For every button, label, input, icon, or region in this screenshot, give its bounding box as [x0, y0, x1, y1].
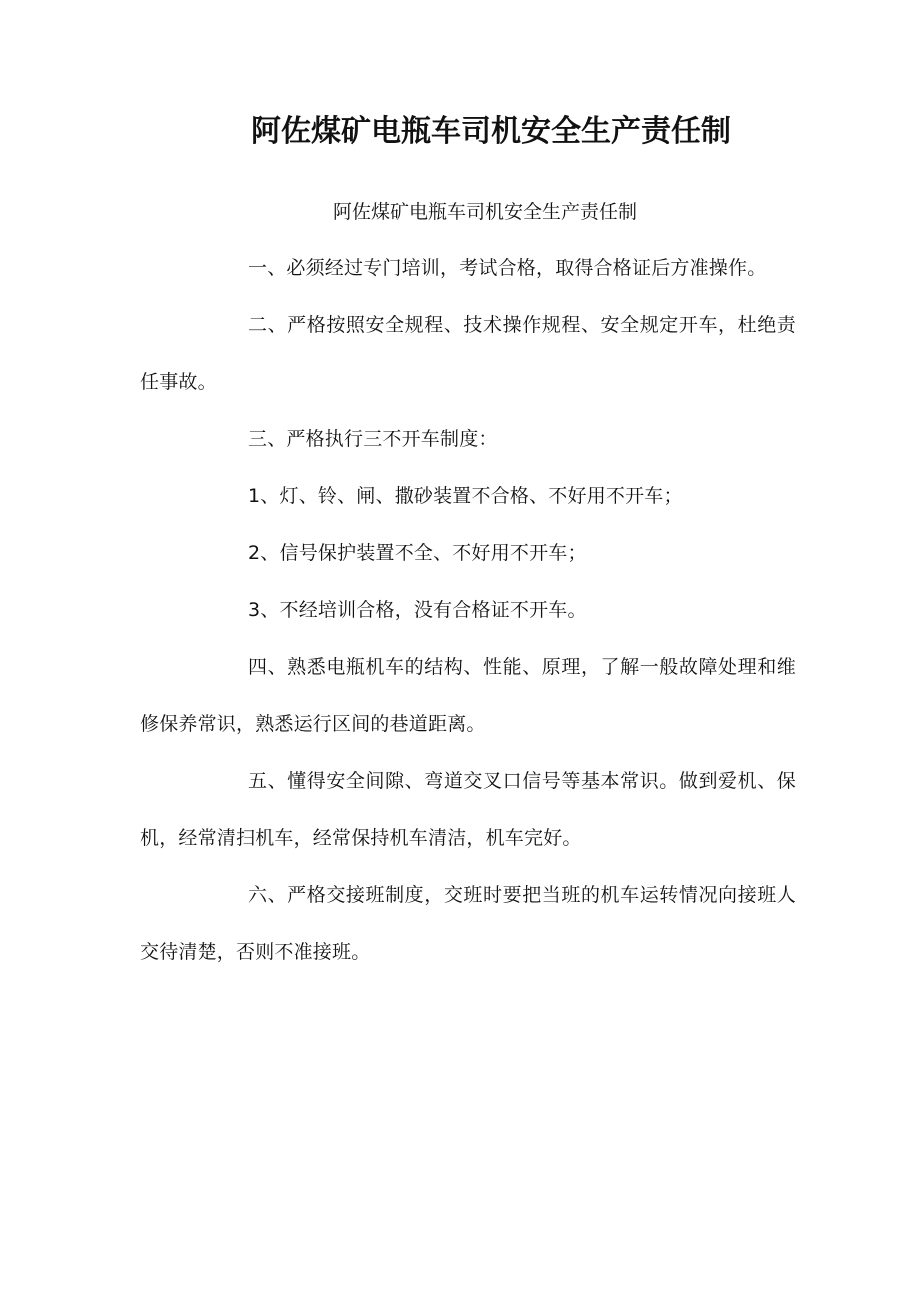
paragraph-2: 二、严格按照安全规程、技术操作规程、安全规定开车，杜绝责任事故。 — [140, 314, 796, 393]
document-body — [140, 240, 796, 981]
paragraph-6: 3、不经培训合格，没有合格证不开车。 — [248, 599, 587, 621]
paragraph-8: 五、懂得安全间隙、弯道交叉口信号等基本常识。做到爱机、保机，经常清扫机车，经常保持机车清洁，机车完好。 — [140, 770, 796, 849]
paragraph-9: 六、严格交接班制度，交班时要把当班的机车运转情况向接班人交待清楚，否则不准接班。 — [140, 884, 796, 963]
document-title: 阿佐煤矿电瓶车司机安全生产责任制 — [251, 114, 731, 149]
paragraph-3: 三、严格执行三不开车制度： — [248, 428, 498, 450]
document-subtitle: 阿佐煤矿电瓶车司机安全生产责任制 — [332, 201, 637, 223]
paragraph-5: 2、信号保护装置不全、不好用不开车； — [248, 542, 587, 564]
paragraph-7: 四、熟悉电瓶机车的结构、性能、原理，了解一般故障处理和维修保养常识，熟悉运行区间的巷道距离。 — [140, 656, 796, 735]
paragraph-1: 一、必须经过专门培训，考试合格，取得合格证后方准操作。 — [248, 257, 767, 279]
paragraph-4: 1、灯、铃、闸、撒砂装置不合格、不好用不开车； — [248, 485, 683, 507]
